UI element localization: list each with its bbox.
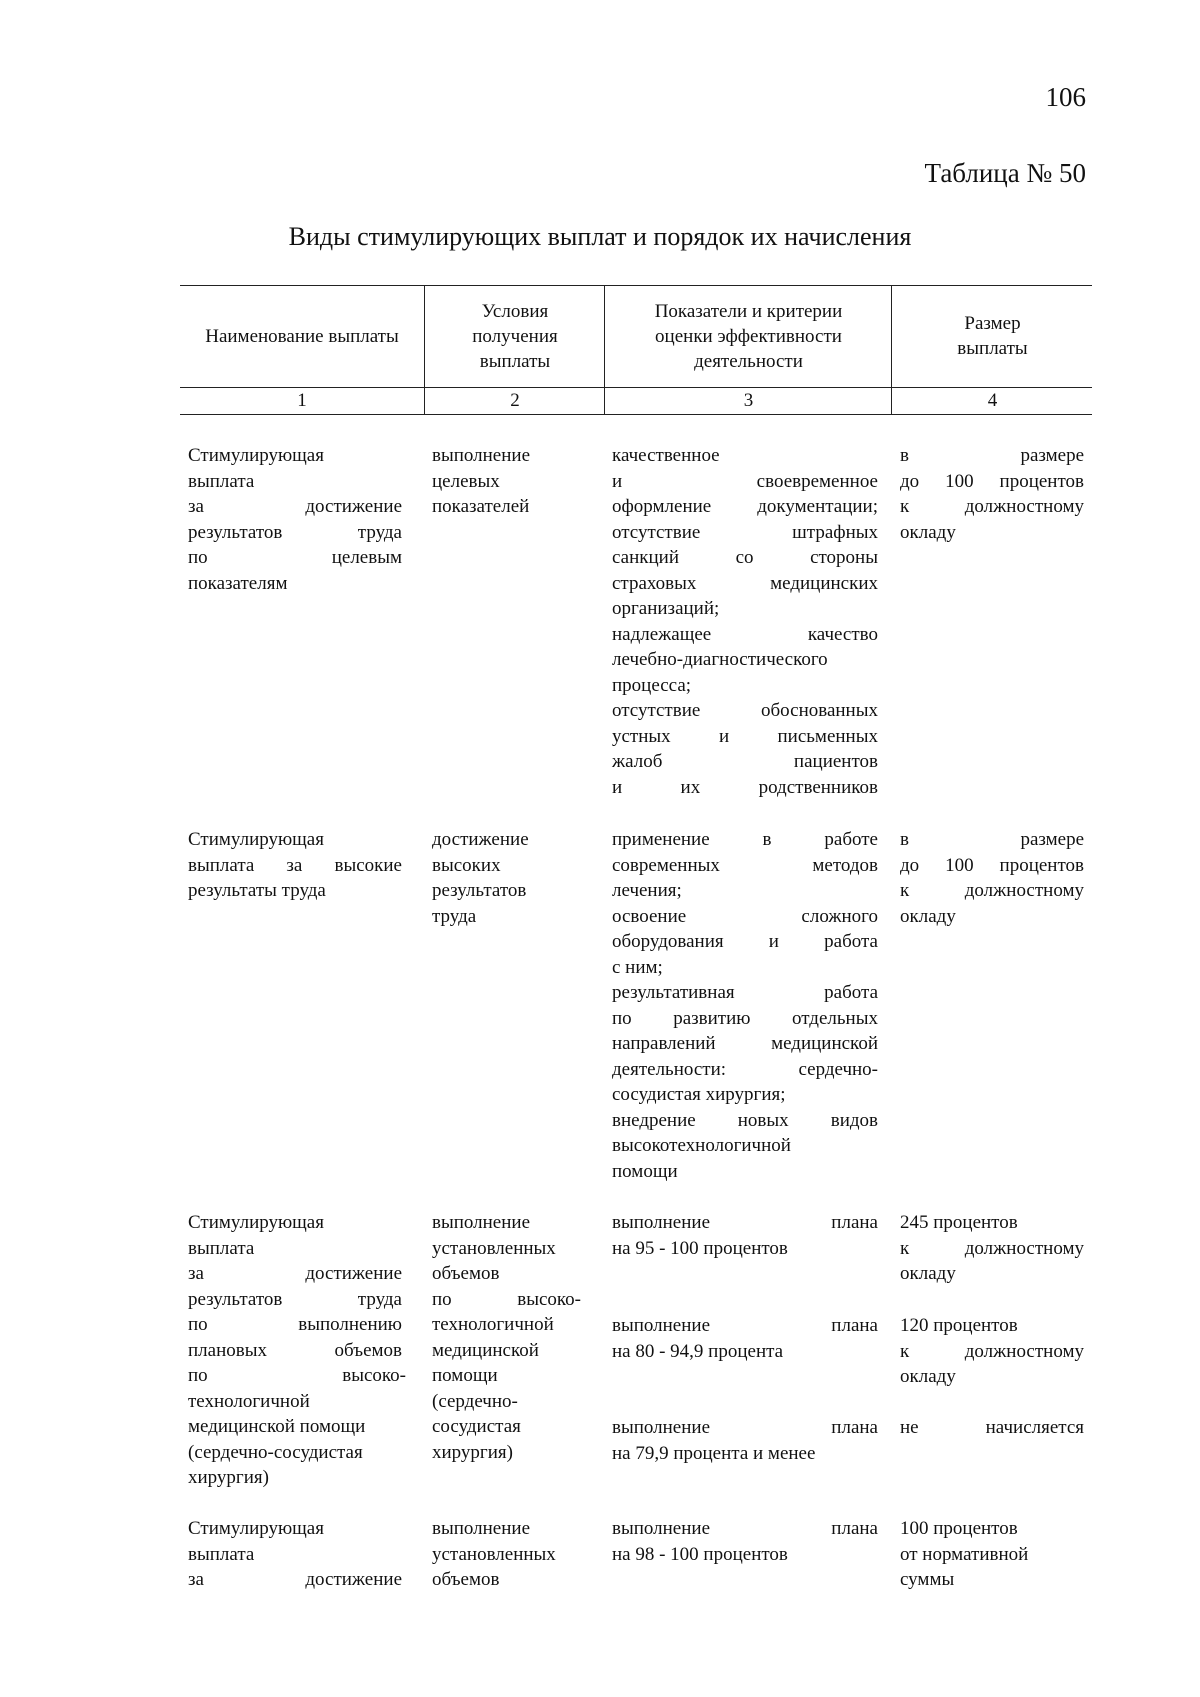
header-name: Наименование выплаты	[205, 325, 399, 347]
header-number-3: 3	[743, 390, 754, 411]
row3-criteria-3: выполнение плана на 79,9 процента и менее	[612, 1417, 878, 1464]
row4-size: 100 процентов от нормативной суммы	[900, 1518, 1029, 1590]
header-number-2: 2	[510, 390, 520, 411]
row4-name: Стимулирующая выплата за достижение	[188, 1518, 402, 1590]
table-label: Таблица № 50	[924, 158, 1086, 188]
table-header	[180, 285, 1092, 415]
row3-criteria-1: выполнение плана на 95 - 100 процентов	[612, 1212, 878, 1259]
row1-condition: выполнение целевых показателей	[432, 445, 531, 517]
page-number: 106	[1045, 82, 1086, 112]
row1-criteria: качественное и своевременное оформление документации; отсутствие штрафных санкций со стороны страховых медицинских организаций; надлежащее качество лечебно-диагностического процесса; отсутствие обоснованных устных и письменных жалоб пациентов и их родственников	[612, 445, 878, 798]
row3-condition: выполнение установленных объемов по высоко- технологичной медицинской помощи (сердечно- сосудистая хирургия)	[432, 1212, 581, 1463]
document-title: Виды стимулирующих выплат и порядок их начисления	[288, 222, 912, 251]
row2-name: Стимулирующая выплата за высокие результаты труда	[188, 829, 402, 901]
header-number-1: 1	[297, 390, 307, 411]
row1-name: Стимулирующая выплата за достижение результатов труда по целевым показателям	[188, 445, 402, 594]
row4-condition: выполнение установленных объемов	[432, 1518, 556, 1590]
row3-name: Стимулирующая выплата за достижение результатов труда по выполнению плановых объемов по высоко- технологичной медицинской помощи (сердечно-сосудистая хирургия)	[188, 1212, 406, 1488]
row1-size: в размере до 100 процентов к должностному окладу	[900, 445, 1084, 543]
row3-size-3: не начисляется	[900, 1417, 1084, 1438]
row3-size-1: 245 процентов к должностному окладу	[900, 1212, 1084, 1284]
row2-criteria: применение в работе современных методов лечения; освоение сложного оборудования и работа с ним; результативная работа по развитию отдельных направлений медицинской деятельности: сердечно- сосудистая хирургия; внедрение новых видов высокотехнологичной помощи	[612, 829, 878, 1182]
header-criteria: Показатели и критерии оценки эффективности деятельности	[654, 300, 843, 372]
row2-condition: достижение высоких результатов труда	[432, 829, 529, 927]
row3-size-2: 120 процентов к должностному окладу	[900, 1315, 1084, 1387]
header-number-4: 4	[987, 390, 998, 411]
row2-size: в размере до 100 процентов к должностному окладу	[900, 829, 1084, 927]
header-condition: Условия получения выплаты	[472, 300, 558, 372]
header-size: Размер выплаты	[957, 313, 1028, 359]
row4-criteria: выполнение плана на 98 - 100 процентов	[612, 1518, 878, 1565]
row3-criteria-2: выполнение плана на 80 - 94,9 процента	[612, 1315, 878, 1362]
